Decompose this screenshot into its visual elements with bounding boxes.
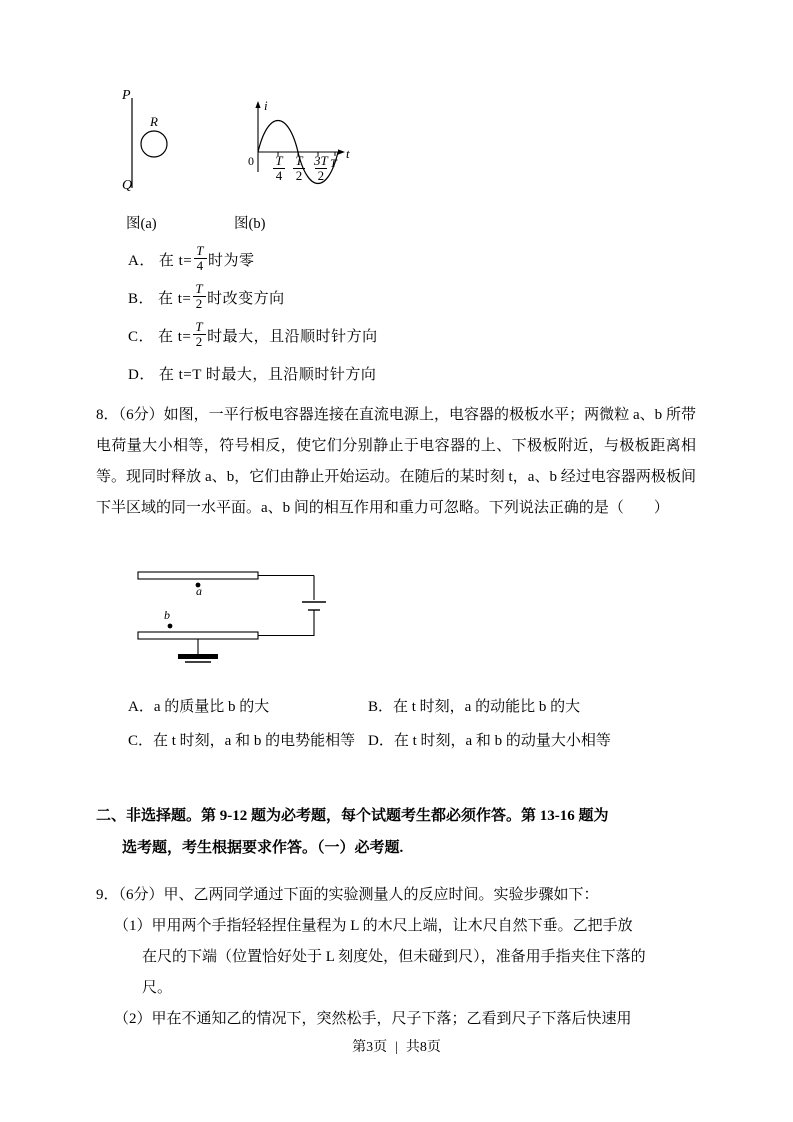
figure-7-tick4: T	[330, 156, 337, 170]
page-footer	[0, 1036, 793, 1056]
option-c: C． 在 t= $\frac{T}{2}$ 时最大，且沿顺时针方向	[128, 318, 378, 349]
option-b: B．在 t 时刻，a 的动能比 b 的大	[368, 698, 581, 715]
section-2-line-2: 选考题，考生根据要求作答。（一）必考题.	[122, 840, 404, 856]
question-8-number: 8．	[96, 407, 119, 423]
footer-separator: |	[395, 1040, 398, 1055]
step-1-line-3: 尺。	[142, 980, 173, 996]
option-b: B． 在 t= $\frac{T}{2}$ 时改变方向	[128, 280, 285, 311]
figure-7-tick1: $\frac{T}{4}$	[272, 154, 285, 182]
option-c-fraction: $\frac{T}{2}$	[192, 320, 206, 348]
question-8-score: （6分）	[118, 407, 164, 423]
footer-page-number: 第3页	[352, 1040, 388, 1055]
figure-8-label-a: a	[196, 584, 202, 598]
question-9-number: 9．	[96, 887, 119, 903]
figure-8	[130, 560, 410, 680]
figure-7-label-R: R	[150, 114, 158, 129]
question-8-options-row-2	[128, 722, 698, 756]
question-8	[96, 400, 696, 524]
question-8-options-row-1	[128, 688, 698, 722]
figure-7	[118, 88, 458, 222]
question-8-options	[128, 688, 698, 756]
figure-7-label-Q: Q	[122, 178, 133, 193]
option-c: C．在 t 时刻，a 和 b 的电势能相等	[128, 732, 356, 749]
question-9-step-2	[114, 1004, 696, 1035]
step-1-marker: （1）	[114, 918, 152, 934]
option-a: A．a 的质量比 b 的大	[128, 698, 270, 715]
figure-7-tick3: $\frac{3T}{2}$	[314, 153, 328, 183]
footer-total-pages: 共8页	[405, 1040, 441, 1055]
section-2-line-1: 二、非选择题。第 9-12 题为必考题，每个试题考生都必须作答。第 13-16 题为	[96, 808, 609, 824]
figure-7-origin: 0	[248, 154, 254, 168]
question-9	[96, 880, 696, 1035]
step-2-marker: （2）	[114, 1011, 152, 1027]
figure-8-label-b: b	[164, 608, 170, 622]
question-9-text	[96, 880, 696, 911]
figure-7-axis-i: i	[264, 98, 268, 113]
figure-7-tick2: $\frac{T}{2}$	[292, 154, 305, 182]
figure-caption-a: 图(a)	[126, 216, 157, 232]
step-1-line-1: 甲用两个手指轻轻捏住量程为 L 的木尺上端，让木尺自然下垂。乙把手放	[151, 918, 633, 934]
figure-7-axis-t: t	[346, 146, 350, 161]
question-9-body: 甲、乙两同学通过下面的实验测量人的反应时间。实验步骤如下：	[163, 887, 599, 903]
option-d: D． 在 t=T 时最大，且沿顺时针方向	[128, 366, 377, 383]
figure-caption-b: 图(b)	[234, 216, 266, 232]
question-9-step-1	[114, 911, 696, 942]
question-8-text	[96, 400, 696, 524]
step-2-line-1: 甲在不通知乙的情况下，突然松手，尺子下落；乙看到尺子下落后快速用	[151, 1011, 632, 1027]
option-d: D．在 t 时刻，a 和 b 的动量大小相等	[368, 732, 611, 749]
step-1-line-2: 在尺的下端（位置恰好处于 L 刻度处，但未碰到尺），准备用手指夹住下落的	[142, 949, 646, 965]
question-7-options	[128, 240, 688, 392]
option-b-fraction: $\frac{T}{2}$	[192, 282, 206, 310]
question-8-body: 如图，一平行板电容器连接在直流电源上，电容器的极板水平；两微粒 a、b 所带电荷量大小相等，符号相反，使它们分别静止于电容器的上、下极板附近，与极板距离相等。现同时释放 a、b，它们由静止开始运动。在随后的某时刻 t，a、b 经过电容器两极板间下半区域的同一水平面。a、b 间的相互作用和重力可忽略。下列说法正确的是（ ）	[96, 407, 696, 516]
section-2-heading	[96, 800, 696, 864]
question-9-score: （6分）	[118, 887, 164, 903]
option-a-fraction: $\frac{T}{4}$	[193, 244, 207, 272]
figure-7-label-P: P	[122, 88, 131, 103]
option-a: A． 在 t= $\frac{T}{4}$ 时为零	[128, 242, 255, 273]
